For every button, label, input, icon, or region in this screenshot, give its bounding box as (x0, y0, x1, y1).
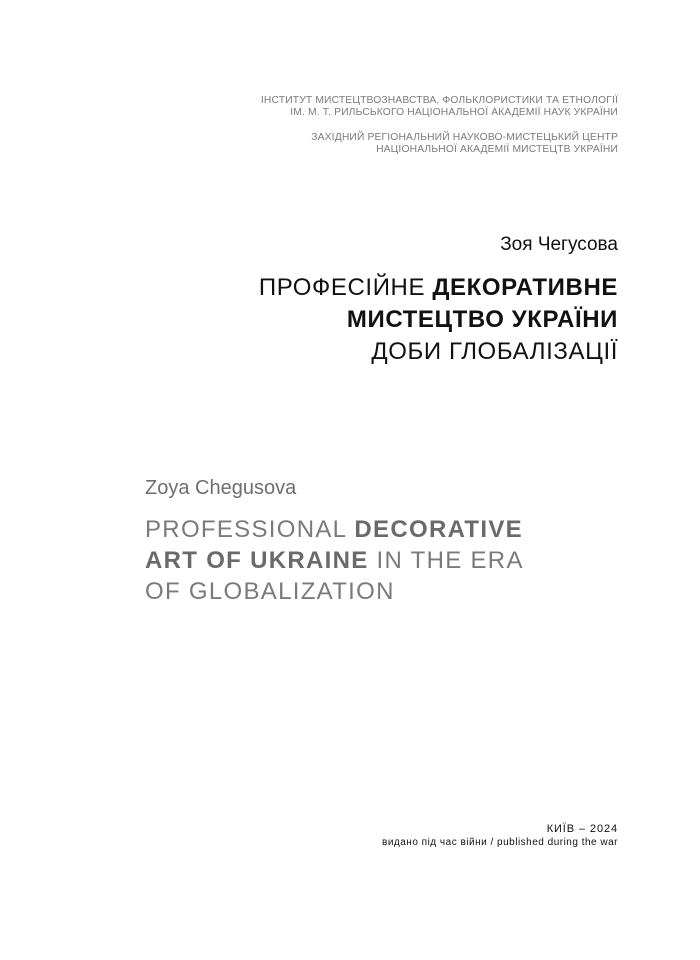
title-en-line-2-regular: IN THE ERA (368, 547, 524, 574)
title-en-line-1 (145, 514, 524, 545)
title-en-line-3: OF GLOBALIZATION (145, 578, 395, 605)
book-title-en (145, 514, 524, 607)
title-ua-line-3: ДОБИ ГЛОБАЛІЗАЦІЇ (371, 338, 618, 365)
imprint (382, 822, 618, 850)
institution-2 (311, 132, 618, 156)
title-ua-line-1 (259, 272, 618, 304)
title-en-line-2 (145, 545, 524, 576)
institution-2-line-1: ЗАХІДНИЙ РЕГІОНАЛЬНИЙ НАУКОВО-МИСТЕЦЬКИЙ ЦЕНТР (311, 132, 618, 143)
publication-note: видано під час війни / published during the war (382, 837, 618, 848)
title-en-line-2-bold: ART OF UKRAINE (145, 547, 369, 574)
title-ua-line-2: МИСТЕЦТВО УКРАЇНИ (346, 306, 618, 333)
institution-2-line-2: НАЦІОНАЛЬНОЇ АКАДЕМІЇ МИСТЕЦТВ УКРАЇНИ (376, 144, 618, 155)
city-year: КИЇВ – 2024 (546, 823, 618, 835)
institution-1-line-1: ІНСТИТУТ МИСТЕЦТВОЗНАВСТВА, ФОЛЬКЛОРИСТИКИ ТА ЕТНОЛОГІЇ (260, 95, 618, 106)
author-name-en: Zoya Chegusova (145, 477, 297, 499)
title-ua-line-1-regular: ПРОФЕСІЙНЕ (258, 274, 433, 301)
title-en-line-1-regular: PROFESSIONAL (145, 516, 355, 543)
title-en-line-1-bold: DECORATIVE (354, 516, 523, 543)
book-title-ua (259, 272, 618, 368)
title-ua-line-1-bold: ДЕКОРАТИВНЕ (432, 274, 618, 301)
author-name-ua: Зоя Чегусова (500, 234, 618, 255)
institution-1-line-2: ІМ. М. Т. РИЛЬСЬКОГО НАЦІОНАЛЬНОЇ АКАДЕМІЇ НАУК УКРАЇНИ (290, 107, 618, 118)
institution-1 (261, 95, 618, 119)
